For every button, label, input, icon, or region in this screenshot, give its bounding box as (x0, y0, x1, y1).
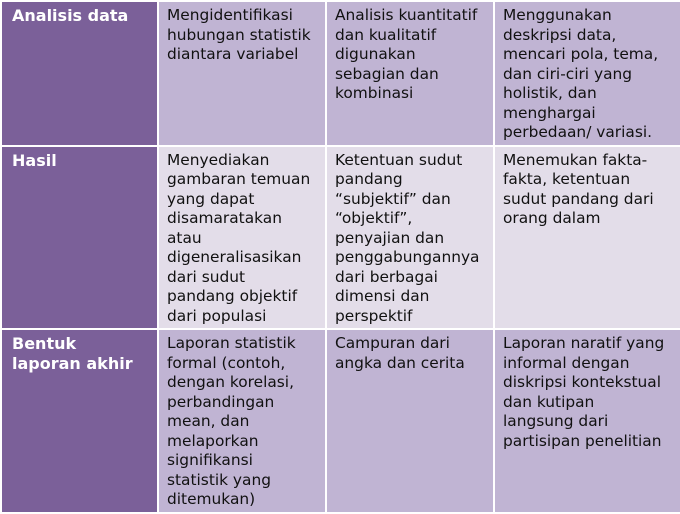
cell-text: Menyediakan gambaran temuan yang dapat disamaratakan atau digeneralisasikan dari sudut pandang objektif dari populasi (167, 150, 311, 325)
cell-text: Menggunakan deskripsi data, mencari pola, tema, dan ciri-ciri yang holistik, dan menghargai perbedaan/ variasi. (503, 6, 659, 141)
table-cell (326, 329, 494, 513)
table-row (1, 146, 680, 330)
table-cell (326, 146, 494, 330)
cell-text: Mengidentifikasi hubungan statistik diantara variabel (167, 6, 311, 63)
table-cell (158, 146, 326, 330)
table-cell (326, 1, 494, 146)
table-cell (494, 146, 680, 330)
cell-text: Campuran dari angka dan cerita (335, 334, 465, 372)
cell-text: Laporan naratif yang informal dengan diskripsi kontekstual dan kutipan langsung dari partisipan penelitian (503, 334, 665, 450)
table-cell (158, 329, 326, 513)
table-cell (494, 1, 680, 146)
row-header-hasil (1, 146, 158, 330)
row-header-label: Hasil (12, 150, 57, 170)
cell-text: Laporan statistik formal (contoh, dengan korelasi, perbandingan mean, dan melaporkan signifikansi statistik yang ditemukan) (167, 334, 296, 508)
table-cell (494, 329, 680, 513)
cell-text: Analisis kuantitatif dan kualitatif digunakan sebagian dan kombinasi (335, 6, 478, 102)
cell-text: Menemukan fakta- fakta, ketentuan sudut pandang dari orang dalam (503, 150, 654, 227)
cell-text: Ketentuan sudut pandang “subjektif” dan “objektif”, penyajian dan penggabungannya dari berbagai dimensi dan perspektif (335, 150, 480, 325)
row-header-label: Analisis data (12, 6, 129, 25)
table-row (1, 1, 680, 146)
table-row (1, 329, 680, 513)
row-header-label: Bentuk laporan akhir (12, 334, 133, 373)
row-header-bentuk-laporan-akhir (1, 329, 158, 513)
table-cell (158, 1, 326, 146)
row-header-analisis-data (1, 1, 158, 146)
